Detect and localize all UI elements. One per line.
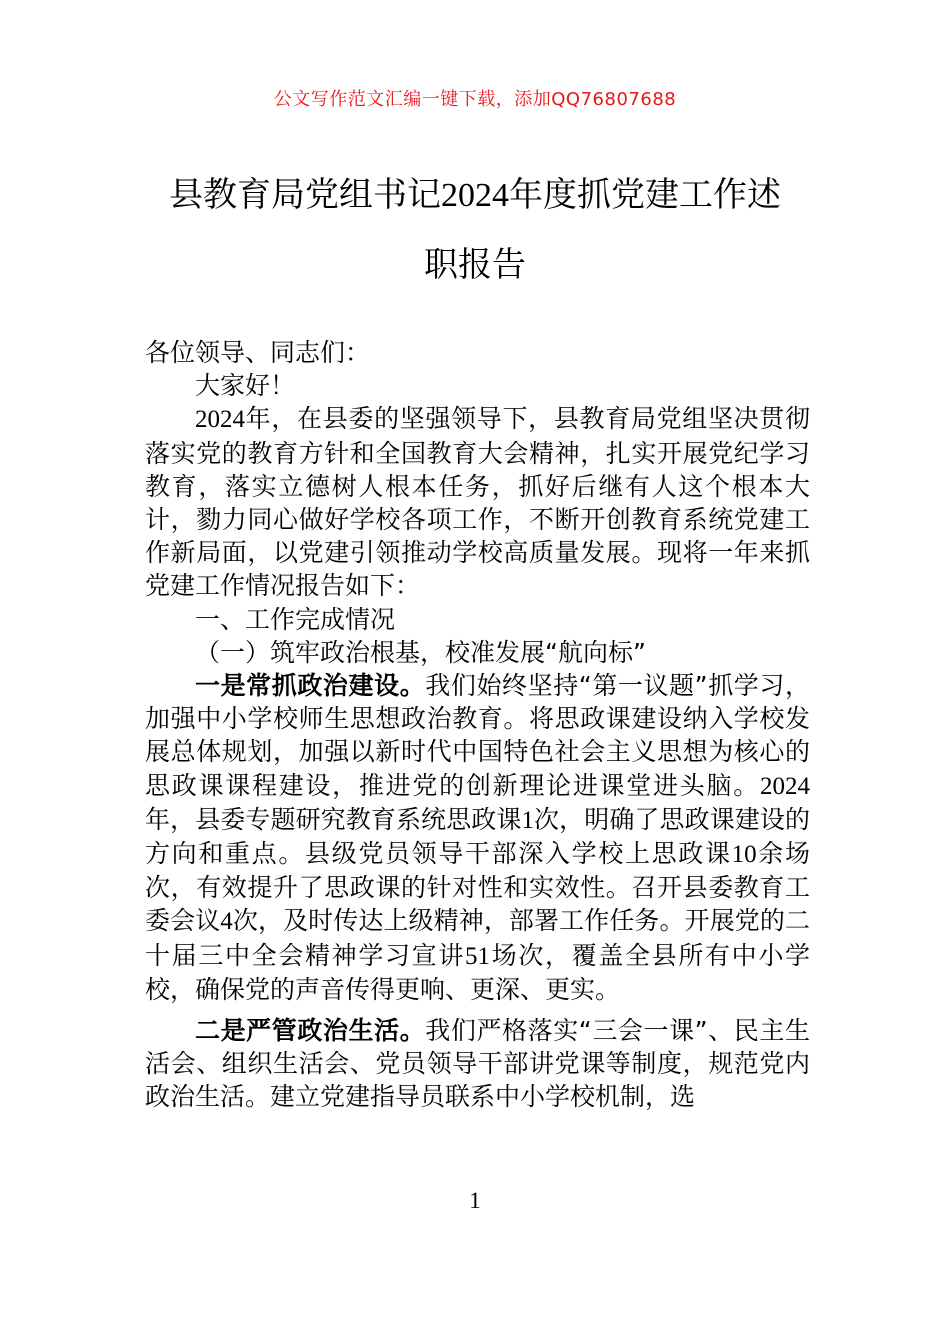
item-1-text-e: 次，及时传达上级精神，部署工作任务。开展党的二十届三中全会精神学习宣讲 [145, 906, 810, 970]
subsection-heading-1: （一）筑牢政治根基，校准发展“航向标” [195, 637, 646, 667]
item-1-text-f: 场次，覆盖全县所有中小学校，确保党的声音传得更响、更深、更实。 [145, 940, 810, 1004]
watermark-banner: 公文写作范文汇编一键下载，添加QQ76807688 [273, 89, 677, 110]
item-2-text: 我们严格落实“三会一课”、民主生活会、组织生活会、党员领导干部讲党课等制度，规范党内政治生活。建立党建指导员联系中小学校机制，选 [145, 1016, 810, 1112]
item-1-num-c: 10 [731, 841, 757, 869]
title-suffix: 年度抓党建工作述 [509, 175, 781, 215]
document-title-line-1 [0, 160, 950, 231]
item-2-paragraph [145, 1014, 810, 1114]
title-prefix: 县教育局党组书记 [169, 175, 441, 215]
document-title-line-2: 职报告 [424, 245, 526, 285]
item-1-lead: 一是常抓政治建设。 [195, 671, 426, 701]
item-1-num-a: 2024 [760, 772, 810, 800]
item-1-text-a: 我们始终坚持“第一议题”抓学习，加强中小学校师生思想政治教育。将思政课建设纳入学校发展总体规划，加强以新时代中国特色社会主义思想为核心的思政课课程建设，推进党的创新理论进课堂进头脑。 [145, 671, 810, 800]
item-1-text-d: 余场次，有效提升了思政课的针对性和实效性。召开县委教育工委会议 [145, 839, 810, 936]
section-heading-1: 一、工作完成情况 [195, 604, 396, 634]
item-1-paragraph [145, 669, 810, 1006]
item-1-text-c: 次，明确了思政课建设的方向和重点。县级党员领导干部深入学校上思政课 [145, 804, 810, 869]
item-1-text-b: 年，县委专题研究教育系统思政课 [145, 804, 522, 834]
intro-paragraph [145, 402, 810, 602]
intro-year: 2024 [195, 406, 245, 434]
intro-text: 年，在县委的坚强领导下，县教育局党组坚决贯彻落实党的教育方针和全国教育大会精神，扎实开展党纪学习教育，落实立德树人根本任务，抓好后继有人这个根本大计，勠力同心做好学校各项工作，不断开创教育系统党建工作新局面，以党建引领推动学校高质量发展。现将一年来抓党建工作情况报告如下： [145, 404, 810, 601]
item-1-num-e: 51 [465, 942, 490, 970]
item-2-lead: 二是严管政治生活。 [195, 1016, 426, 1046]
hello: 大家好！ [195, 371, 296, 401]
document-body [145, 336, 810, 1114]
item-1-num-b: 1 [521, 806, 534, 834]
item-1-num-d: 4 [220, 908, 233, 936]
title-year: 2024 [441, 177, 509, 214]
greeting: 各位领导、同志们： [145, 338, 371, 367]
page-number: 1 [469, 1188, 481, 1213]
